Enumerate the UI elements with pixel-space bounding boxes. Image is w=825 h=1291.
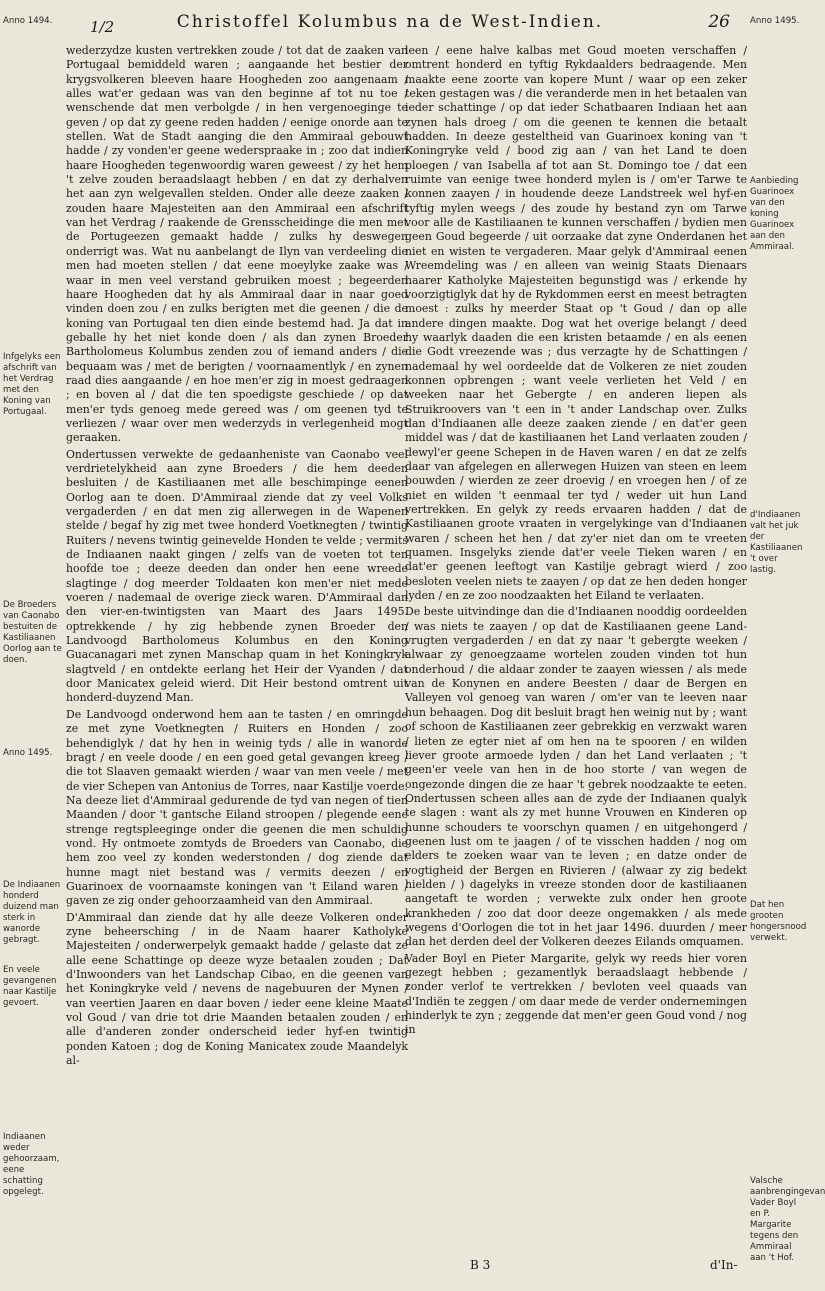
signature-mark: B 3 [470,1258,491,1272]
running-header [0,0,800,42]
paragraph: Vader Boyl en Pieter Margarite, gelyk wy reeds hier voren gezegt hebben ; gezamentlyk beraadslaagt hebbende / zonder verlof te vertrekken / bevloten veel quaads van d'Indiën te zeggen / om daar mede de verder ondernemingen hinderlyk te zyn ; zeggende dat men'er geen Goud vond / nog in [405,951,747,1037]
margin-note-year: Anno 1495. [750,16,800,26]
page-title: Christoffel Kolumbus na de West-Indien. [176,12,604,32]
paragraph: D'Ammiraal dan ziende dat hy alle deeze Volkeren onder zyne beheersching / in de Naam haarer Katholyke Majesteiten / onderwerpelyk gemaakt hadde / gelaste dat ze alle eene Schattinge op deeze wyze betaalen zouden ; Dat d'Inwoonders van het Landschap Cibao, en die geenen van het Koningkryke veld / nevens de nagebuuren der Mynen / van veertien Jaaren en daar boven / ieder eene kleine Maate vol Goud / van drie tot drie Maanden betaalen zouden / en alle d'anderen zonder onderscheid ieder hyf-en twintig ponden Katoen ; dog de Koning Manicatex zoude Maandelyk al- [66,910,408,1068]
margin-note: Indiaanen weder gehoorzaam, eene schatting opgelegt. [3,1132,60,1197]
margin-note: Dat hen grooten hongersnood verwekt. [750,900,807,943]
paragraph: leen / eene halve kalbas met Goud moeten verschaffen / omtrent honderd en tyftig Rykdaalders bedraagende. Men maakte eene zoorte van kopere Munt / waar op een zeker teken gestagen was / die veranderde men in het betaalen van ieder schattinge / op dat ieder Schatbaaren Indiaan het aan zynen hals droeg / om die geenen te kennen die betaalt hadden. In deeze gesteltheid van Guarinoex koning van 't Koningryke veld / bood zig aan / van het Land te doen ploegen / van Isabella af tot aan St. Domingo toe / dat een ruimte van eenige twee honderd mylen is / om'er Tarwe te konnen zaayen / in houdende deeze Landstreek wel hyf-en tyftig mylen weegs / des zoude hy bestand zyn om Tarwe voor alle de Kastiliaanen te kunnen verschaffen / bydien men geen Goud begeerde / uit oorzaake dat zyne Onderdanen het niet en wisten te vergaderen. Maar gelyk d'Ammiraal eenen Wreemdeling was / en alleen van weinig Staats Dienaars haarer Katholyke Majesteiten begunstigd was / erkende hy voorzigtiglyk dat hy de Rykdommen eerst en meest betragten moest : zulks hy meerder Staat op 't Goud / dan op alle andere dingen maakte. Dog wat het overige belangt / deed hy waarlyk daaden die een kristen betaamde / en als eenen die Godt vreezende was ; dus verzagte hy de Schattingen / nademaal hy wel oordeelde dat de Volkeren ze niet zouden konnen opbrengen ; want veele verlieten het Veld / en weeken naar het Gebergte / en anderen liepen als Struikroovers van 't een in 't ander Landschap over. Zulks dan d'Indiaanen alle deeze zaaken ziende / en dat'er geen middel was / dat de kastiliaanen het Land verlaaten zouden / dewyl'er geene Schepen in de Haven waren / en dat ze zelfs daar van afgelegen en allerwegen Huizen van steen en leem bouwden / wierden ze zeer droevig / en vroegen hen / of ze niet en wilden 't eenmaal ter tyd / weder uit hun Land vertrekken. En gelyk zy reeds ervaaren hadden / dat de Kastiliaanen groote vraaten in vergelykinge van d'Indiaanen waren / scheen het hen / dat zy'er niet dan om te vreeten quamen. Insgelyks ziende dat'er veele Tieken waren / en dat'er geenen leeftogt van Kastilje gebragt wierd / zoo besloten veelen niets te zaayen / op dat ze hen deden honger lyden / en ze zoo noodzaakten het Eiland te verlaaten. [405,44,747,603]
right-text-column [405,44,747,1040]
margin-note: Aanbieding Guarinoex van den koning Guarinoex aan den Ammiraal. [750,176,799,252]
page-number: 26 [708,12,730,32]
margin-note: En veele gevangenen naar Kastilje gevoert. [3,965,57,1008]
margin-note: Infgelyks een afschrift van het Verdrag met den Koning van Portugaal. [3,352,61,417]
paragraph: wederzydze kusten vertrekken zoude / tot dat de zaaken van Portugaal bemiddeld waren ; aangaande het bestier der krygsvolkeren bleeven haare Hoogheden zoo aangenaam / alles wat'er gedaan was van den beginne af tot nu toe / wenschende dat men verbolgde / in hen vergenoeginge te geven / op dat zy geene reden hadden / eenige onorde aan te stellen. Wat de Stadt aanging die den Ammiraal gebouwt hadde / zy vonden'er geene wederspraake in ; zoo dat indien haare Hoogheden tegenwoordig waren geweest / zy het hem 't zelve zouden beraadslaagt hebben / en dat zy derhalven het aan zyn welgevallen stelden. Onder alle deeze zaaken / zouden haare Majesteiten aan den Ammiraal een afschrift van het Verdrag / raakende de Grensscheidinge die men met de Portugeezen gemaakt hadde / zulks hy deswegen onderrigt was. Wat nu aanbelangt de Ilyn van verdeeling die men had moeten stellen / dat eene moeylyke zaake was / waar in men veel verstand gebruiken moest ; begeerden haare Hoogheden dat hy als Ammiraal daar in naar goed vinden doen zou / en zulks berigten met die geenen / die de koning van Portugaal ten dien einde bestemd had. Ja dat in geballe hy het niet konde doen / als dan zynen Broeder Bartholomeus Kolumbus zenden zou of iemand anders / die bequaam was / met de berigten / voornaamentlyk / en zynen raad dies aangaande / en hoe men'er zig in moest gedraagen ; en boven al / dat die ten spoedigste geschiede / op dat men'er tyds genoeg mede gereed was / om geenen tyd te verliezen / waar over men wederzyds in verlegenheid mogt geraaken. [66,44,408,445]
margin-note: Valsche aanbrengingevan Vader Boyl en P. Margarite tegens den Ammiraal aan 't Hof. [750,1176,825,1263]
margin-note-year: Anno 1495. [3,748,53,758]
paragraph: De Landvoogd onderwond hem aan te tasten / en omringde ze met zyne Voetknegten / Ruiters en Honden / zoo behendiglyk / dat hy hen in weinig tyds / alle in wanorde bragt / en veele doode / en een goed getal gevangen kreeg / die tot Slaaven gemaakt wierden / waar van men veele / met de vier Schepen van Antonius de Torres, naar Kastilje voerde. Na deeze liet d'Ammiraal gedurende de tyd van negen of tien Maanden / door 't gantsche Eiland stroopen / plegende eene strenge regtspleeginge onder die geenen die men schuldig vond. Hy ontmoete zomtyds de Broeders van Caonabo, die hem zoo veel zy konden wederstonden / dog ziende dat hunne magt niet bestand was / vermits deezen / en Guarinoex de voornaamste koningen van 't Eiland waren / gaven ze zig onder gehoorzaamheid van den Ammiraal. [66,707,409,908]
paragraph: De beste uitvindinge dan die d'Indiaanen nooddig oordeelden / was niets te zaayen / op dat de Kastiliaanen geene Land-vrugten vergaderden / en dat zy naar 't gebergte weeken / alwaar zy genoegzaame wortelen zouden vinden tot hun onderhoud / die aldaar zonder te zaayen wiessen / als mede van de Konynen en andere Beesten / daar de Bergen en Valleyen vol genoeg van waren / om'er van te leeven naar hun behaagen. Dog dit besluit bragt hen weinig nut by ; want of schoon de Kastiliaanen zeer gebrekkig en verzwakt waren / lieten ze egter niet af om hen na te spooren / en wilden liever groote armoede lyden / dan het Land verlaaten ; 't geen'er veele van hen in de hoo storte / van wegen de ongezonde dingen die ze haar 't gebrek noodzaakte te eeten. Ondertussen scheen alles aan de zyde der Indiaanen qualyk te slagen : want als zy met hunne Vrouwen en Kinderen op hunne schouders te voorschyn quamen / en uitgehongerd / geenen lust om te jaagen / of te visschen hadden / nog om elders te zoeken waar van te leven ; en datze onder de vogtigheid der Bergen en Rivieren / (alwaar zy zig bedekt hielden / ) dagelyks in vreeze stonden door de kastiliaanen aangetaft te worden ; verwekte zulx onder hen groote krankheden / zoo dat door deeze ongemakken / als mede wegens d'Oorlogen die tot in het jaar 1496. duurden / meer dan het derden deel der Volkeren deezes Eilands omquamen. [405,605,747,949]
paragraph: Ondertussen verwekte de gedaanheniste van Caonabo veel verdrietelykheid aan zyne Broeders / die hem deeden besluiten / de Kastiliaanen met alle beschimpinge eenen Oorlog aan te doen. D'Ammiraal ziende dat zy veel Volks vergaderden / en dat men zig allerwegen in de Wapenen stelde / begaf hy zig met twee honderd Voetknegten / twintig Ruiters / nevens twintig geinevelde Honden te velde ; vermits de Indiaanen naakt gingen / zelfs van de voeten tot ten hoofde toe ; deeze deeden dan onder hen eene wreede slagtinge / dog meerder Toldaaten kon men'er niet mede voeren / nademaal de overige zieck waren. D'Ammiraal dan den vier-en-twintigsten van Maart des Jaars 1495. optrekkende / hy zig hebbende zynen Broeder den Landvoogd Bartholomeus Kolumbus en den Koning Guacanagari met zynen Manschap quam in het Koningkryk slagtveld / en ontdekte eerlang het Heir der Vyanden / dat door Manicatex geleid wierd. Dit Heir bestond omtrent uit honderd-duyzend Man. [66,447,408,705]
margin-note: De Indiaanen honderd duizend man sterk in wanorde gebragt. [3,880,61,945]
header-mark: 1/2 [90,18,115,36]
catchword: d'In- [710,1258,738,1272]
left-text-column [66,44,408,1070]
margin-note: d'Indiaanen valt het juk der Kastiliaanen 't over lastig. [750,510,803,575]
margin-note: De Broeders van Caonabo bestuiten de Kastiliaanen Oorlog aan te doen. [3,600,62,665]
margin-note-year: Anno 1494. [3,16,53,26]
